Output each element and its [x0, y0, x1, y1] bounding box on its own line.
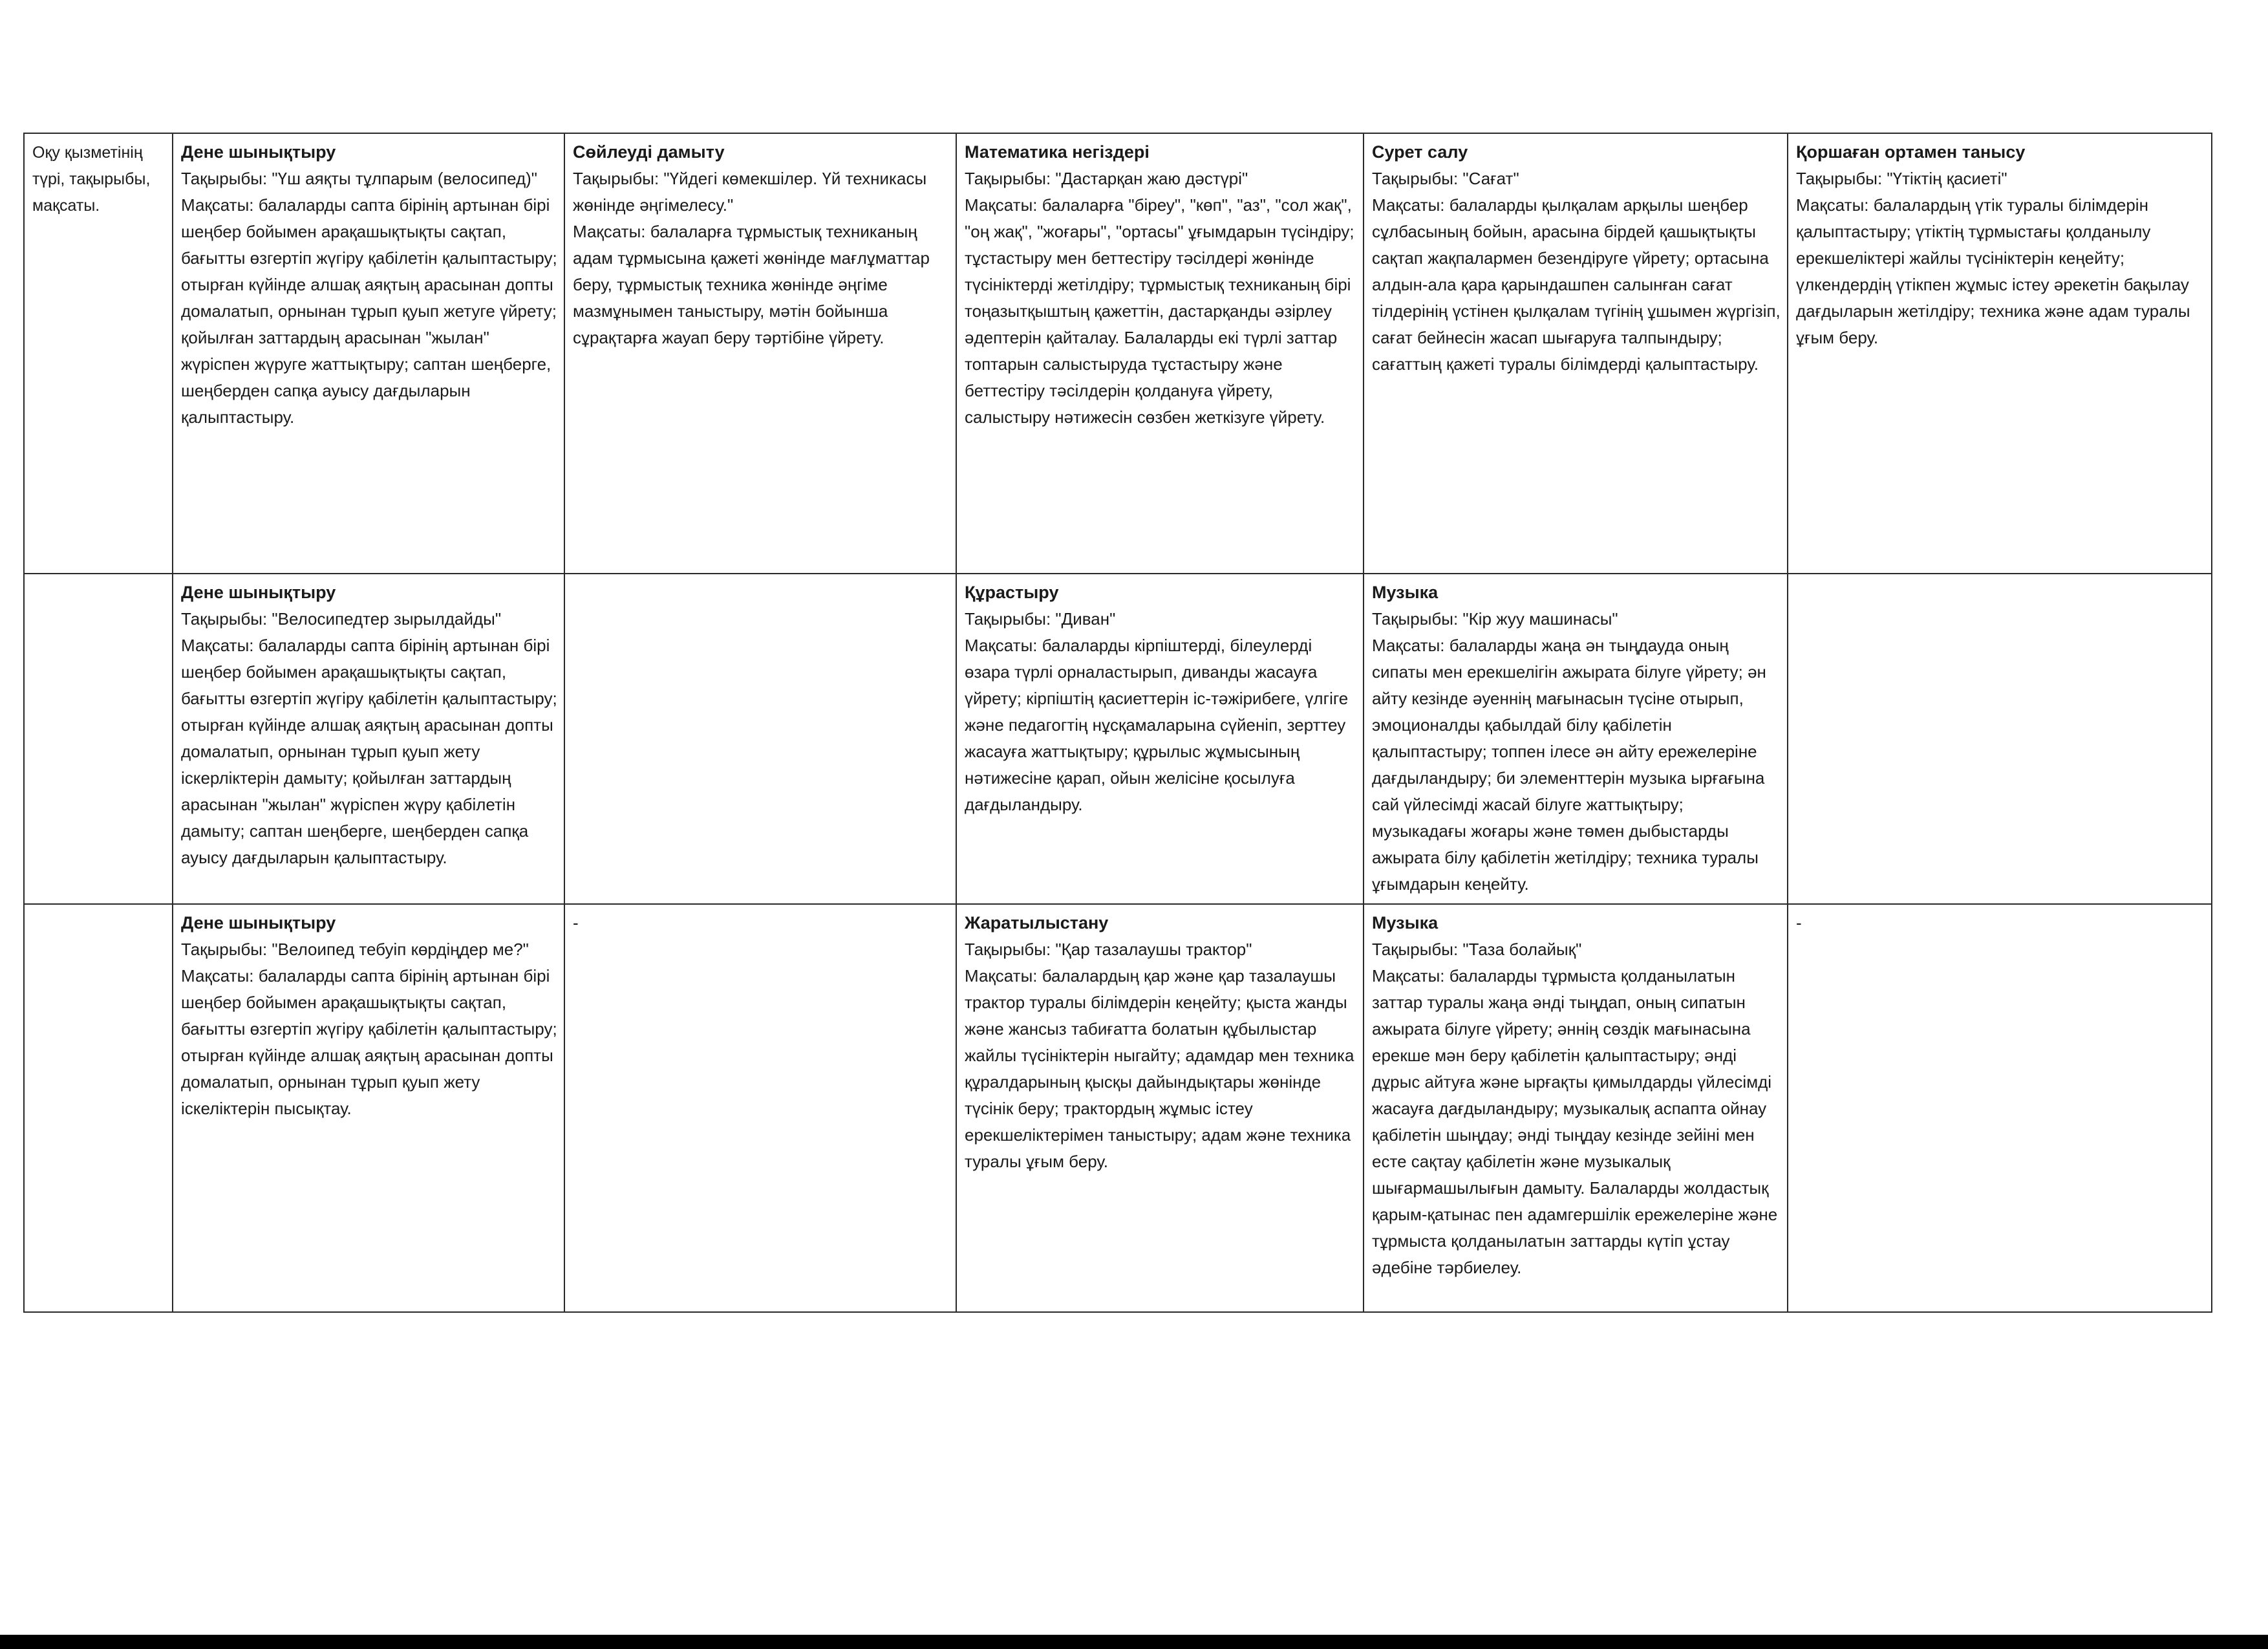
scan-bottom-edge: [0, 1635, 2268, 1649]
table-cell: [1788, 133, 2212, 574]
dash-mark: -: [573, 913, 579, 932]
goal-text: Мақсаты: балаларды сапта бірінің артынан бірі шеңбер бойымен арақашықтықты сақтап, бағытты өзгертіп жүгіру қабілетін қалыптастыру; отырған күйінде алшақ аяқтың арасынан допты домалатып, орнынан тұрып қуып жету іскеліктерін пысықтау.: [181, 966, 557, 1118]
goal-text: Мақсаты: балаларды қылқалам арқылы шеңбер сұлбасының бойын, арасына бірдей қашықтықты сақтап жақпалармен безендіруге үйрету; ортасына алдын-ала қара қарындашпен салынған сағат тілдерінің үстінен қылқалам түгінің ұшымен жүргізіп, сағат бейнесін жасап шығаруға талпындыру; сағаттың қажеті туралы білімдерді қалыптастыру.: [1372, 195, 1781, 374]
table-row: [24, 904, 2212, 1312]
subject-title: Дене шынықтыру: [181, 583, 336, 602]
row-label-cell: [24, 574, 173, 904]
table-cell: [1364, 133, 1788, 574]
topic-text: Тақырыбы: "Велосипедтер зырылдайды": [181, 609, 502, 629]
topic-text: Тақырыбы: "Дастарқан жаю дәстүрі": [965, 169, 1248, 188]
subject-title: Математика негіздері: [965, 142, 1150, 162]
topic-text: Тақырыбы: "Үш аяқты тұлпарым (велосипед)": [181, 169, 538, 188]
topic-text: Тақырыбы: "Үйдегі көмекшілер. Үй техникасы жөнінде әңгімелесу.": [573, 169, 927, 215]
goal-text: Мақсаты: балаларды сапта бірінің артынан бірі шеңбер бойымен арақашықтықты сақтап, бағытты өзгертіп жүгіру қабілетін қалыптастыру; отырған күйінде алшақ аяқтың арасынан допты домалатып, орнынан тұрып қуып жету іскерліктерін дамыту; қойылған заттардың арасынан "жылан" жүріспен жүру қабілетін дамыту; саптан шеңберге, шеңберден сапқа ауысу дағдыларын қалыптастыру.: [181, 636, 557, 867]
subject-title: Музыка: [1372, 583, 1439, 602]
topic-text: Тақырыбы: "Диван": [965, 609, 1116, 629]
row-label-cell: [24, 904, 173, 1312]
subject-title: Жаратылыстану: [965, 913, 1109, 932]
table-cell: [173, 133, 564, 574]
subject-title: Қоршаған ортамен танысу: [1796, 142, 2026, 162]
goal-text: Мақсаты: балаларды жаңа ән тыңдауда оның сипаты мен ерекшелігін ажырата білуге үйрету; ән айту кезінде әуеннің мағынасын түсіне отырып, эмоционалды қабылдай білу қабілетін қалыптастыру; топпен ілесе ән айту ережелеріне дағдыландыру; би элементтерін музыка ырғағына сай үйлесімді жасай білуге жаттықтыру; музыкадағы жоғары және төмен дыбыстарды ажырата білу қабілетін жетілдіру; техника туралы ұғымдарын кеңейту.: [1372, 636, 1766, 894]
table-row: [24, 133, 2212, 574]
table-cell: [173, 904, 564, 1312]
table-cell: [1364, 904, 1788, 1312]
table-cell: [956, 904, 1364, 1312]
row-label-cell: [24, 133, 173, 574]
goal-text: Мақсаты: балалардың қар және қар тазалаушы трактор туралы білімдерін кеңейту; қыста жанды және жансыз табиғатта болатын құбылыстар жайлы түсініктерін ныгайту; адамдар мен техника құралдарының қысқы дайындықтары жөнінде түсінік беру; трактордың жұмыс істеу ерекшеліктерімен таныстыру; адам және техника туралы ұғым беру.: [965, 966, 1354, 1171]
subject-title: Сурет салу: [1372, 142, 1468, 162]
table-cell: [956, 574, 1364, 904]
table-cell: [564, 133, 956, 574]
subject-title: Құрастыру: [965, 583, 1059, 602]
subject-title: Дене шынықтыру: [181, 913, 336, 932]
goal-text: Мақсаты: балаларды кірпіштерді, білеулерді өзара түрлі орналастырып, диванды жасауға үйрету; кірпіштің қасиеттерін іс-тәжірибеге, үлгіге және педагогтің нұсқамаларына сүйеніп, зерттеу жасауға жаттықтыру; құрылыс жұмысының нәтижесіне қарап, ойын желісіне қосылуға дағдыландыру.: [965, 636, 1349, 814]
topic-text: Тақырыбы: "Қар тазалаушы трактор": [965, 940, 1252, 959]
table-cell-empty: [564, 574, 956, 904]
subject-title: Сөйлеуді дамыту: [573, 142, 725, 162]
subject-title: Дене шынықтыру: [181, 142, 336, 162]
goal-text: Мақсаты: балаларды тұрмыста қолданылатын заттар туралы жаңа әнді тыңдап, оның сипатын ажырата білуге үйрету; әннің сөздік мағынасына ерекше мән беру қабілетін қалыптастыру; әнді дұрыс айтуға және ырғақты қимылдарды үйлесімді жасауға дағдыландыру; музыкалық аспапта ойнау қабілетін шыңдау; әнді тыңдау кезінде зейіні мен есте сақтау қабілетін және музыкалық шығармашылығын дамыту. Балаларды жолдастық қарым-қатынас пен адамгершілік ережелеріне және тұрмыста қолданылатын заттарды күтіп ұстау әдебіне тәрбиелеу.: [1372, 966, 1778, 1277]
table-cell: [173, 574, 564, 904]
table-row: [24, 574, 2212, 904]
topic-text: Тақырыбы: "Таза болайық": [1372, 940, 1582, 959]
dash-mark: -: [1796, 913, 1802, 932]
goal-text: Мақсаты: балаларға тұрмыстық техниканың адам тұрмысына қажеті жөнінде мағлұматтар беру, тұрмыстық техника жөнінде әңгіме мазмұнымен таныстыру, мәтін бойынша сұрақтарға жауап беру тәртібіне үйрету.: [573, 222, 930, 347]
topic-text: Тақырыбы: "Үтіктің қасиеті": [1796, 169, 2007, 188]
goal-text: Мақсаты: балаларды сапта бірінің артынан бірі шеңбер бойымен арақашықтықты сақтап, бағытты өзгертіп жүгіру қабілетін қалыптастыру; отырған күйінде алшақ аяқтың арасынан допты домалатып, орнынан тұрып қуып жетуге үйрету; қойылған заттардың арасынан "жылан" жүріспен жүруге жаттықтыру; саптан шеңберге, шеңберден сапқа ауысу дағдыларын қалыптастыру.: [181, 195, 557, 427]
subject-title: Музыка: [1372, 913, 1439, 932]
table-cell-empty: [1788, 574, 2212, 904]
row-label: Оқу қызметінің түрі, тақырыбы, мақсаты.: [32, 144, 151, 215]
goal-text: Мақсаты: балаларға "біреу", "көп", "аз", "сол жақ", "оң жақ", "жоғары", "ортасы" ұғымдарын түсіндіру; тұстастыру мен беттестіру тәсілдері жөнінде түсініктерді жетілдіру; тұрмыстық техниканың бірі тоңазытқыштың қажеттін, дастарқанды әзірлеу әдептерін қайталау. Балаларды екі түрлі заттар топтарын салыстыруда тұстастыру және беттестіру тәсілдерін қолдануға үйрету, салыстыру нәтижесін сөзбен жеткізуге үйрету.: [965, 195, 1354, 427]
topic-text: Тақырыбы: "Кір жуу машинасы": [1372, 609, 1618, 629]
table-cell: [1364, 574, 1788, 904]
curriculum-table: [23, 133, 2212, 1313]
table-cell-empty: [564, 904, 956, 1312]
table-cell-empty: [1788, 904, 2212, 1312]
goal-text: Мақсаты: балалардың үтік туралы білімдерін қалыптастыру; үтіктің тұрмыстағы қолданылу ерекшеліктері жайлы түсініктерін кеңейту; үлкендердің үтікпен жұмыс істеу әрекетін бақылау дағдыларын жетілдіру; техника және адам туралы ұғым беру.: [1796, 195, 2190, 347]
topic-text: Тақырыбы: "Велоипед тебуіп көрдіңдер ме?": [181, 940, 529, 959]
table-cell: [956, 133, 1364, 574]
topic-text: Тақырыбы: "Сағат": [1372, 169, 1519, 188]
